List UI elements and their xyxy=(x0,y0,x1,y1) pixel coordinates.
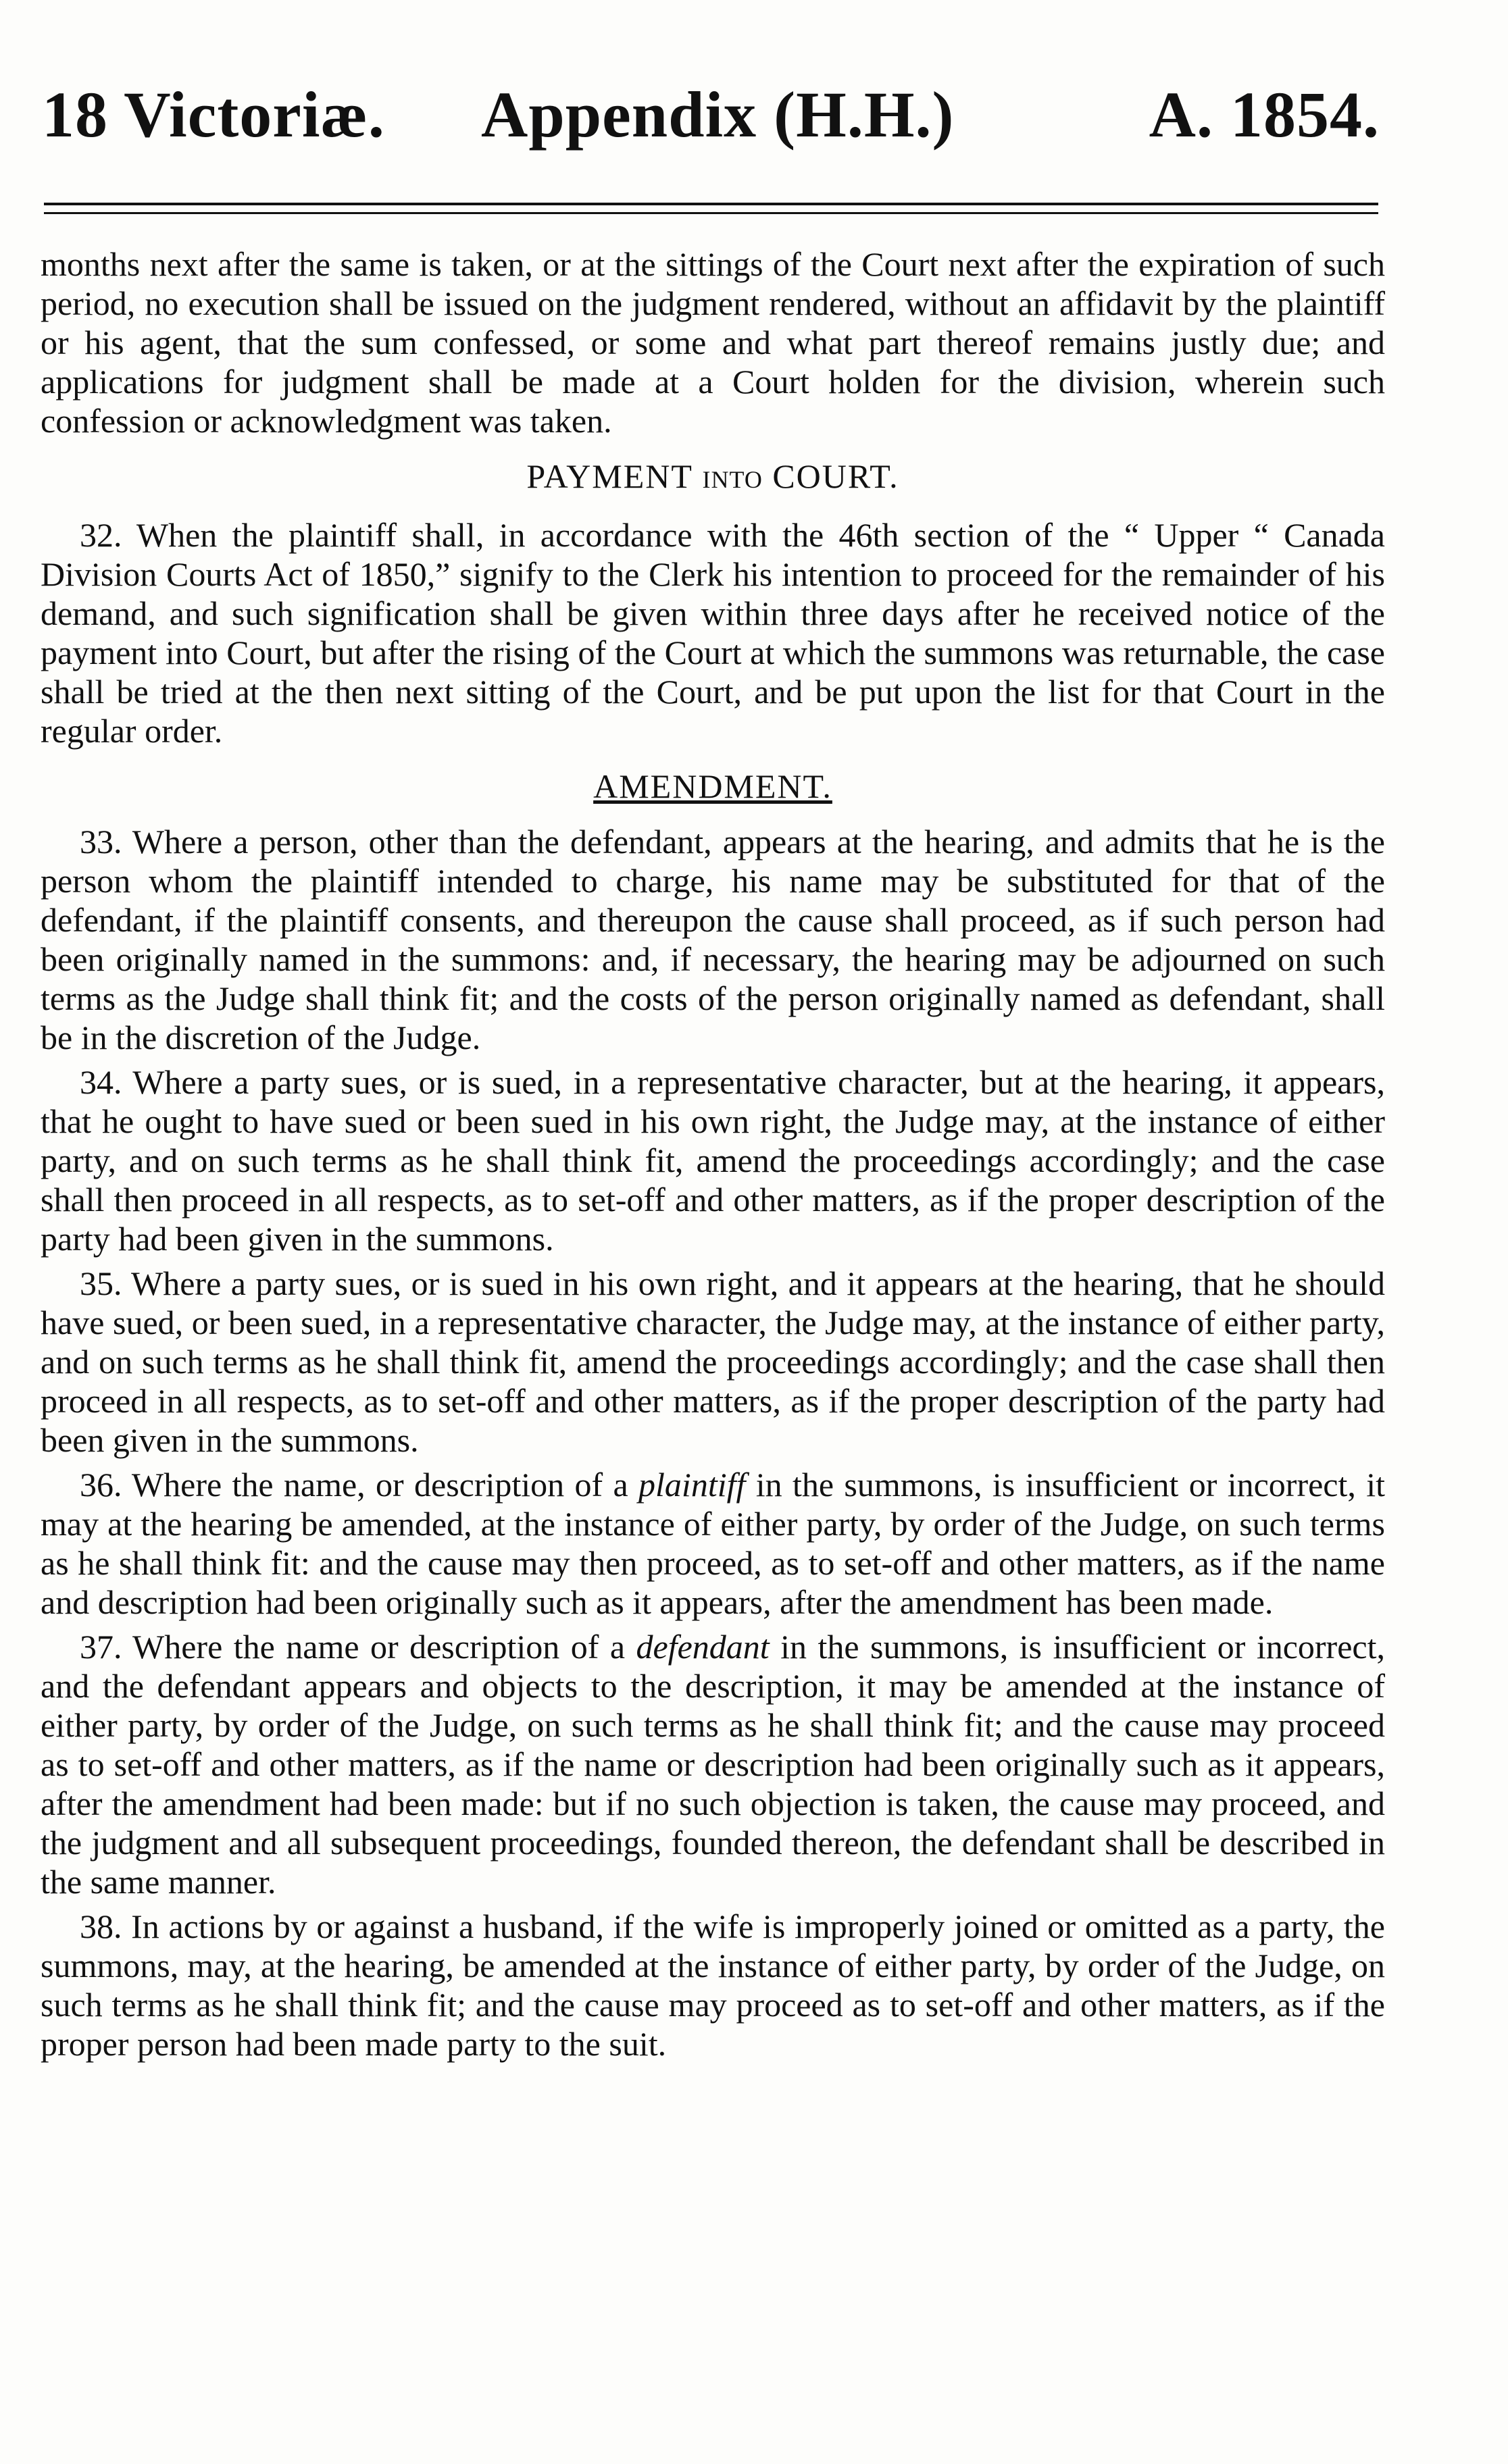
paragraph-36 xyxy=(41,1465,1385,1622)
section-heading-amendment xyxy=(41,767,1385,806)
header-regnal-year: 18 Victoriæ. xyxy=(42,78,385,151)
paragraph-36-italic: plaintiff xyxy=(638,1466,746,1504)
paragraph-36-text-a: 36. Where the name, or description of a xyxy=(80,1466,639,1504)
paragraph-37-italic: defendant xyxy=(636,1628,770,1666)
heading-text: AMENDMENT. xyxy=(593,767,832,805)
section-heading-payment-into-court xyxy=(41,457,1385,499)
paragraph-32: 32. When the plaintiff shall, in accordance with the 46th section of the “ Upper “ Canada Division Courts Act of 1850,” signify to the Clerk his intention to proceed for the remainder of his demand, and such signification shall be given within three days after he received notice of the payment into Court, but after the rising of the Court at which the summons was returnable, the case shall be tried at the then next sitting of the Court, and be put upon the list for that Court in the regular order. xyxy=(41,516,1385,750)
document-body xyxy=(41,245,1385,2069)
heading-text: PAYMENT xyxy=(526,457,703,495)
header-rule-thick xyxy=(44,203,1378,205)
heading-text: COURT. xyxy=(762,457,899,495)
paragraph-35: 35. Where a party sues, or is sued in his own right, and it appears at the hearing, that he should have sued, or been sued, in a representative character, the Judge may, at the instance of either party, and on such terms as he shall think fit, amend the proceedings accordingly; and the case shall then proceed in all respects, as to set-off and other matters, as if the proper description of the party had been given in the summons. xyxy=(41,1264,1385,1459)
header-rule-thin xyxy=(44,212,1378,214)
heading-text-smallcaps: INTO xyxy=(702,466,763,493)
header-appendix-title: Appendix (H.H.) xyxy=(481,78,955,151)
paragraph-37-text-a: 37. Where the name or description of a xyxy=(80,1628,636,1666)
header-year: A. 1854. xyxy=(1149,78,1380,151)
paragraph-34: 34. Where a party sues, or is sued, in a representative character, but at the hearing, it appears, that he ought to have sued or been sued in his own right, the Judge may, at the instance of either party, and on such terms as he shall think fit, amend the proceedings accordingly; and the case shall then proceed in all respects, as to set-off and other matters, as if the proper description of the party had been given in the summons. xyxy=(41,1063,1385,1258)
running-header xyxy=(42,74,1380,155)
paragraph-37 xyxy=(41,1627,1385,1901)
paragraph-continuation: months next after the same is taken, or at the sittings of the Court next after the expiration of such period, no execution shall be issued on the judgment rendered, without an affidavit by the plaintiff or his agent, that the sum confessed, or some and what part thereof remains justly due; and applications for judgment shall be made at a Court holden for the division, wherein such confession or acknowledgment was taken. xyxy=(41,245,1385,440)
paragraph-37-text-b: in the summons, is insufficient or incorrect, and the defendant appears and objects to the description, it may be amended at the instance of either party, by order of the Judge, on such terms as he shall think fit; and the cause may proceed as to set-off and other matters, as if the name or description had been originally such as it appears, after the amendment had been made: but if no such objection is taken, the cause may proceed, and the judgment and all subsequent proceedings, founded thereon, the defendant shall be described in the same manner. xyxy=(41,1628,1385,1901)
paragraph-33: 33. Where a person, other than the defendant, appears at the hearing, and admits that he is the person whom the plaintiff intended to charge, his name may be substituted for that of the defendant, if the plaintiff consents, and thereupon the cause shall proceed, as if such person had been originally named in the summons: and, if necessary, the hearing may be adjourned on such terms as the Judge shall think fit; and the costs of the person originally named as defendant, shall be in the discretion of the Judge. xyxy=(41,823,1385,1056)
paragraph-38: 38. In actions by or against a husband, if the wife is improperly joined or omitted as a party, the summons, may, at the hearing, be amended at the instance of either party, by order of the Judge, on such terms as he shall think fit; and the cause may proceed as to set-off and other matters, as if the proper person had been made party to the suit. xyxy=(41,1907,1385,2063)
paragraph-36-text-b: in the summons, is insufficient or incorrect, it may at the hearing be amended, at the instance of either party, by order of the Judge, on such terms as he shall think fit: and the cause may then proceed, as to set-off and other matters, as if the name and description had been originally such as it appears, after the amendment has been made. xyxy=(41,1466,1385,1621)
